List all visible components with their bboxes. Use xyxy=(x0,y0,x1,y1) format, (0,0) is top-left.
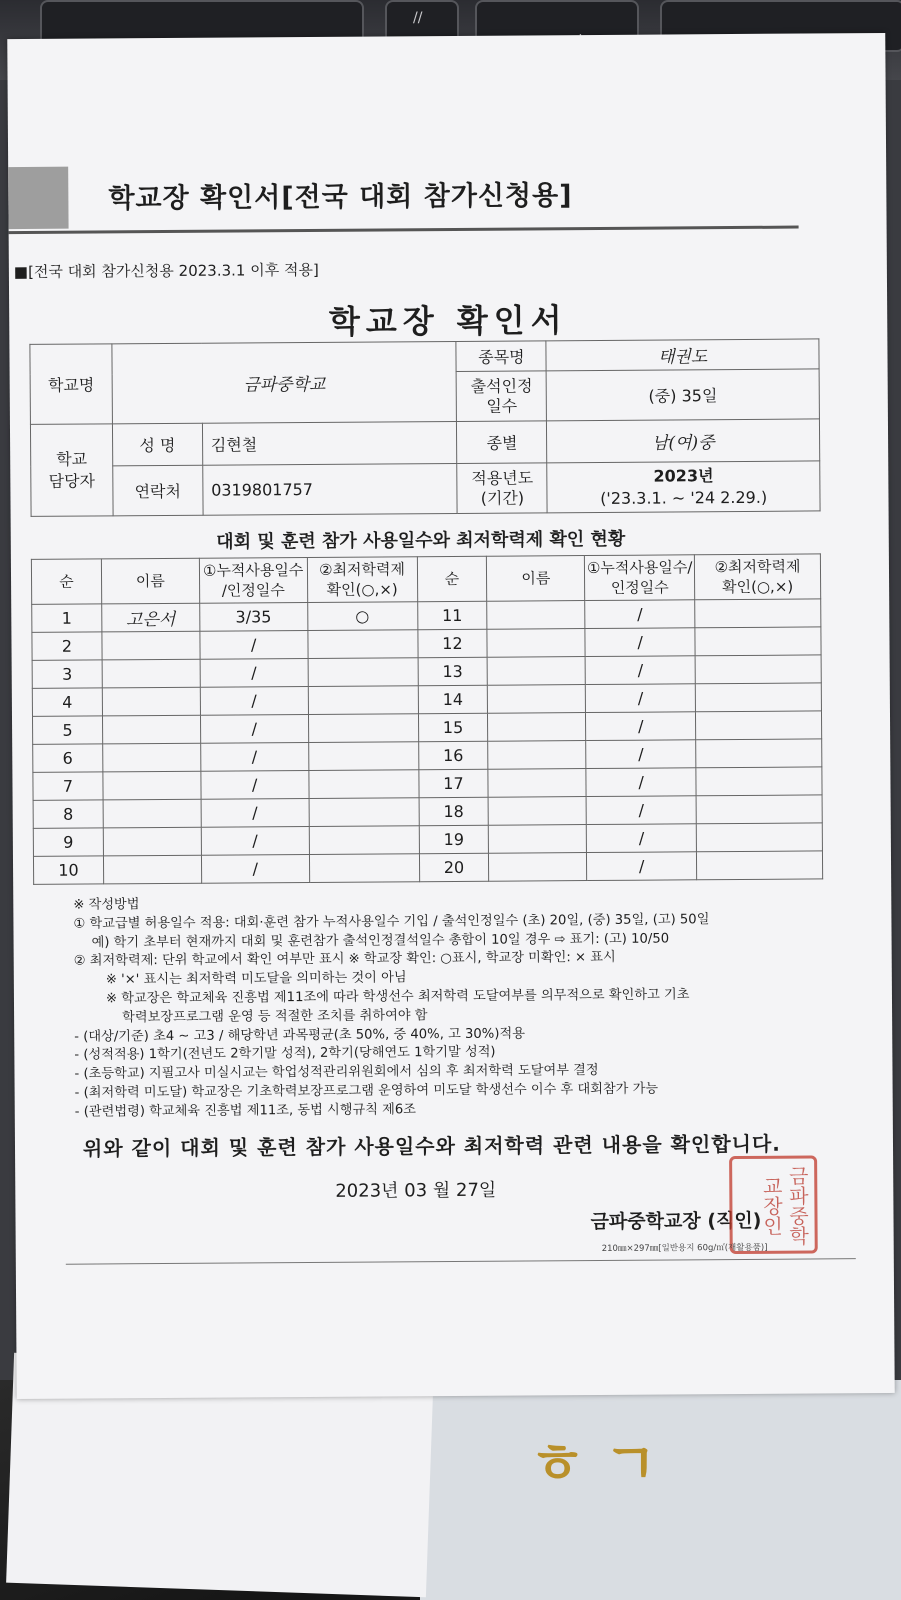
student-name xyxy=(488,797,586,826)
student-name xyxy=(103,827,201,856)
academic-check xyxy=(695,627,821,656)
usage-header-row xyxy=(31,554,820,605)
cumulative-days: / xyxy=(587,852,697,881)
row-number: 2 xyxy=(32,632,102,660)
title-tab-block xyxy=(8,167,68,229)
col-header-days: ①누적사용일수/ 인정일수 xyxy=(585,555,695,601)
name-value: 김현철 xyxy=(202,421,457,465)
academic-check xyxy=(309,770,419,799)
row-number: 18 xyxy=(419,797,489,825)
row-number: 16 xyxy=(418,741,488,769)
student-name xyxy=(487,601,585,630)
academic-check xyxy=(696,711,822,740)
usage-row xyxy=(33,851,822,885)
student-name xyxy=(488,769,586,798)
academic-check xyxy=(308,686,418,715)
name-label: 성 명 xyxy=(112,423,202,466)
note-line: ※ '×' 표시는 최저학력 미도달을 의미하는 것이 아님 xyxy=(105,970,407,988)
signer-text: 금파중학교장 (직인) xyxy=(590,1209,762,1234)
academic-check xyxy=(696,795,822,824)
contact-value: 0319801757 xyxy=(202,463,457,515)
student-name xyxy=(487,657,585,686)
cumulative-days: / xyxy=(585,600,695,629)
official-seal-stamp xyxy=(729,1155,818,1254)
attendance-value: (중) 35일 xyxy=(546,369,819,421)
note-line: - (성적적용) 1학기(전년도 2학기말 성적), 2학기(당해연도 1학기말 성적) xyxy=(74,1045,496,1064)
academic-check xyxy=(695,599,821,628)
row-number: 1 xyxy=(32,604,102,632)
student-name xyxy=(102,687,200,716)
academic-check xyxy=(695,683,821,712)
row-number: 15 xyxy=(418,713,488,741)
row-number: 13 xyxy=(418,657,488,685)
student-name xyxy=(487,629,585,658)
school-name-label: 학교명 xyxy=(30,344,112,425)
document-title: 학교장 확인서 xyxy=(328,301,568,341)
row-number: 6 xyxy=(33,744,103,772)
usage-section-title: 대회 및 훈련 참가 사용일수와 최저학력제 확인 현황 xyxy=(216,528,626,553)
note-line: ※ 학교장은 학교체육 진흥법 제11조에 따라 학생선수 최저학력 도달여부를 의무적으로 확인하고 기초 xyxy=(105,987,690,1007)
cumulative-days: / xyxy=(201,826,309,855)
student-name xyxy=(102,631,200,660)
usage-table xyxy=(31,553,823,885)
cumulative-days: 3/35 xyxy=(199,603,307,632)
row-number: 11 xyxy=(417,601,487,629)
col-header-days: ①누적사용일수 /인정일수 xyxy=(199,558,307,604)
period-value: ('23.3.1. ~ '24 2.29.) xyxy=(600,487,768,508)
event-label: 종목명 xyxy=(456,341,546,372)
cumulative-days: / xyxy=(586,712,696,741)
student-name: 고은서 xyxy=(102,603,200,632)
note-line: 예) 학기 초부터 현재까지 대회 및 훈련참가 출석인정결석일수 총합이 10일 경우 ⇨ 표기: (고) 10/50 xyxy=(91,931,670,951)
academic-check xyxy=(308,658,418,687)
confirmation-statement: 위와 같이 대회 및 훈련 참가 사용일수와 최저학력 관련 내용을 확인합니다. xyxy=(82,1131,781,1161)
event-value: 태권도 xyxy=(546,339,819,371)
document-page xyxy=(7,33,894,1399)
student-name xyxy=(103,743,201,772)
academic-check xyxy=(309,826,419,855)
student-name xyxy=(103,799,201,828)
cumulative-days: / xyxy=(200,630,308,659)
row-number: 17 xyxy=(418,769,488,797)
student-name xyxy=(488,713,586,742)
note-line: - (초등학교) 지필고사 미실시교는 학업성적관리위원회에서 심의 후 최저학력 도달여부 결정 xyxy=(74,1063,599,1082)
cumulative-days: / xyxy=(586,684,696,713)
col-header-check: ②최저학력제 확인(○,×) xyxy=(307,557,417,603)
attendance-label: 출석인정 일수 xyxy=(457,371,547,422)
student-name xyxy=(489,853,587,882)
cumulative-days: / xyxy=(585,628,695,657)
note-line: - (최저학력 미도달) 학교장은 기초학력보장프로그램 운영하여 미도달 학생선수 이수 후 대회참가 가능 xyxy=(74,1081,659,1101)
row-number: 19 xyxy=(419,825,489,853)
header-rule xyxy=(9,226,799,235)
row-number: 14 xyxy=(418,685,488,713)
year-value: 2023년 xyxy=(653,465,714,486)
gender-label: 종별 xyxy=(457,421,547,464)
cumulative-days: / xyxy=(586,796,696,825)
row-number: 3 xyxy=(32,660,102,688)
student-name xyxy=(102,715,200,744)
cumulative-days: / xyxy=(587,824,697,853)
row-number: 4 xyxy=(32,688,102,716)
cumulative-days: / xyxy=(585,656,695,685)
cumulative-days: / xyxy=(201,798,309,827)
note-line: - (관련법령) 학교체육 진흥법 제11조, 동법 시행규칙 제6조 xyxy=(74,1102,417,1120)
row-number: 20 xyxy=(419,853,489,881)
academic-check xyxy=(308,630,418,659)
form-subtitle: ■[전국 대회 참가신청용 2023.3.1 이후 적용] xyxy=(13,260,319,282)
row-number: 9 xyxy=(33,828,103,856)
school-name-value: 금파중학교 xyxy=(112,341,457,423)
contact-label: 연락처 xyxy=(113,465,203,516)
academic-check xyxy=(695,655,821,684)
academic-check xyxy=(308,742,418,771)
page-header-title: 학교장 확인서[전국 대회 참가신청용] xyxy=(108,180,573,215)
gender-value: 남(여)중 xyxy=(547,419,820,463)
academic-check xyxy=(697,851,823,880)
student-name xyxy=(488,685,586,714)
staff-label: 학교 담당자 xyxy=(30,424,113,517)
academic-check xyxy=(309,854,419,883)
notes-heading: ※ 작성방법 xyxy=(73,897,140,913)
date-text: 2023년 03 월 27일 xyxy=(335,1179,497,1202)
student-name xyxy=(489,825,587,854)
student-name xyxy=(103,771,201,800)
info-table xyxy=(29,338,820,517)
cumulative-days: / xyxy=(200,714,308,743)
academic-check: ○ xyxy=(307,602,417,631)
cumulative-days: / xyxy=(201,770,309,799)
academic-check xyxy=(696,823,822,852)
student-name xyxy=(102,659,200,688)
row-number: 7 xyxy=(33,772,103,800)
row-number: 8 xyxy=(33,800,103,828)
note-line: ② 최저학력제: 단위 학교에서 확인 여부만 표시 ※ 학교장 확인: ○표시, 학교장 미확인: × 표시 xyxy=(73,950,616,970)
col-header-check: ②최저학력제 확인(○,×) xyxy=(694,554,820,600)
bottom-rule xyxy=(66,1258,856,1265)
cumulative-days: / xyxy=(201,854,309,883)
year-cell xyxy=(547,461,820,513)
bag-lettering: ㅎ ㄱ xyxy=(530,1431,658,1497)
col-header-name: 이름 xyxy=(101,558,199,604)
key-label: // xyxy=(413,10,423,26)
row-number: 5 xyxy=(32,716,102,744)
note-line: 학력보장프로그램 운영 등 적절한 조치를 취하여야 함 xyxy=(122,1007,428,1026)
cumulative-days: / xyxy=(200,686,308,715)
cumulative-days: / xyxy=(200,742,308,771)
instructions-block xyxy=(73,891,835,1122)
col-header-name: 이름 xyxy=(487,556,585,602)
paper-spec-text: 210㎜×297㎜[일반용지 60g/㎡(재활용품)] xyxy=(601,1242,768,1254)
cumulative-days: / xyxy=(200,658,308,687)
academic-check xyxy=(308,714,418,743)
cumulative-days: / xyxy=(586,740,696,769)
cumulative-days: / xyxy=(586,768,696,797)
row-number: 12 xyxy=(417,629,487,657)
academic-check xyxy=(696,739,822,768)
academic-check xyxy=(309,798,419,827)
student-name xyxy=(488,741,586,770)
note-line: - (대상/기준) 초4 ~ 고3 / 해당학년 과목평균(초 50%, 중 40%, 고 30%)적용 xyxy=(74,1026,525,1045)
row-number: 10 xyxy=(33,856,103,884)
desk-background xyxy=(420,1380,901,1600)
col-header-no: 순 xyxy=(417,556,487,601)
col-header-no: 순 xyxy=(31,559,101,604)
academic-check xyxy=(696,767,822,796)
year-label: 적용년도 (기간) xyxy=(457,463,547,514)
seal-lettering: 금파중학교장인 xyxy=(759,1165,810,1246)
note-line: ① 학교급별 허용일수 적용: 대회·훈련 참가 누적사용일수 기입 / 출석인정일수 (초) 20일, (중) 35일, (고) 50일 xyxy=(73,911,710,932)
student-name xyxy=(103,855,201,884)
